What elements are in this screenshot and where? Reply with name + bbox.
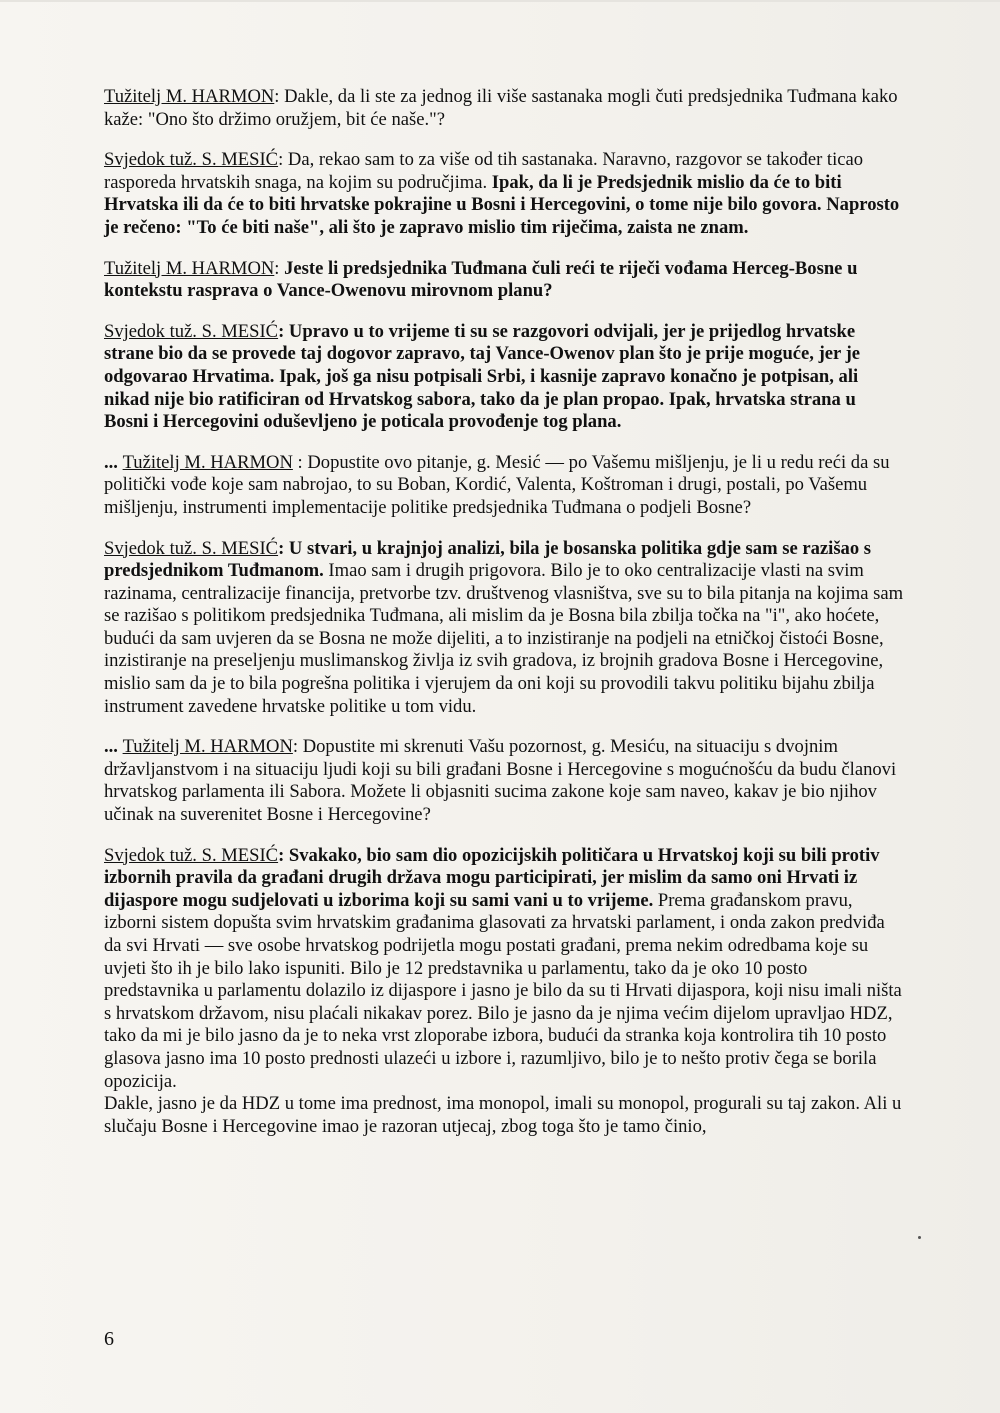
- speaker-label: Tužitelj M. HARMON: [122, 451, 293, 473]
- transcript-paragraph: [104, 321, 904, 434]
- body-text: :: [274, 257, 285, 279]
- ellipsis-prefix: ...: [104, 736, 123, 758]
- transcript-paragraph: [104, 736, 904, 826]
- speaker-label: Svjedok tuž. S. MESIĆ: [104, 320, 279, 342]
- transcript-paragraph: [104, 149, 904, 239]
- transcript-paragraph: [104, 845, 904, 1139]
- speaker-label: Tužitelj M. HARMON: [104, 86, 275, 107]
- body-text: Imao sam i drugih prigovora. Bilo je to oko centralizacije vlasti na svim razinama, centralizacije financija, pretvorbe tzv. društvenog vlasništva, sve su to bila pitanja na kojima sam se razišao s politikom predsjednika Tuđmana, ali mislim da je Bosna bila zbilja točka na "i", ako hoćete, budući da sam uvjeren da se Bosna ne može dijeliti, a to inzistiranje na podjeli na etničkoj čistoći Bosne, inzistiranje na preseljenju muslimanskog življa iz svih gradova, iz brojnih gradova Bosne i Hercegovine, mislio sam da je to bila pogrešna politika i vjerujem da oni koji su provodili takvu politiku bijahu zbilja instrument zavedene hrvatske politike u tom vidu.: [104, 560, 904, 717]
- transcript-paragraph: [104, 258, 904, 303]
- body-text: : Dopustite mi skrenuti Vašu pozornost, g. Mesiću, na situaciju s dvojnim državljanstvom i na situaciju ljudi koji su bili građani Bosne i Hercegovine s mogućnošću da budu članovi hrvatskog parlamenta ili Sabora. Možete li objasniti sucima zakone koje sam naveo, kakav je bio njihov učinak na suverenitet Bosne i Hercegovine?: [104, 736, 897, 826]
- body-text: Dakle, jasno je da HDZ u tome ima prednost, ima monopol, imali su monopol, progurali su taj zakon. Ali u slučaju Bosne i Hercegovine imao je razoran utjecaj, zbog toga što je tamo činio,: [104, 1093, 902, 1137]
- speaker-label: Svjedok tuž. S. MESIĆ: [104, 844, 279, 866]
- speaker-label: Tužitelj M. HARMON: [104, 257, 275, 279]
- bold-text: : Svakako, bio sam dio opozicijskih političara u Hrvatskoj koji su bili protiv izbornih pravila da građani drugih država mogu participirati, jer mislim da samo oni Hrvati iz dijaspore mogu sudjelovati u izborima koji su sami vani u to vrijeme.: [104, 844, 880, 911]
- bold-text: : Upravo u to vrijeme ti su se razgovori odvijali, jer je prijedlog hrvatske strane bio da se provede taj dogovor zapravo, taj Vance-Owenov plan što je prije moguće, jer je odgovarao Hrvatima. Ipak, još ga nisu potpisali Srbi, i kasnije zapravo konačno je potpisan, ali nikad nije bio ratificiran od Hrvatskog sabora, tako da je plan propao. Ipak, hrvatska strana u Bosni i Hercegovini oduševljeno je poticala provođenje tog plana.: [104, 320, 861, 433]
- transcript-paragraph: [104, 86, 904, 131]
- bold-text: : U stvari, u krajnjoj analizi, bila je bosanska politika gdje sam se razišao s predsjednikom Tuđmanom.: [104, 537, 872, 582]
- page-number: 6: [104, 1328, 114, 1350]
- speaker-label: Svjedok tuž. S. MESIĆ: [104, 149, 279, 171]
- ellipsis-prefix: ...: [104, 451, 123, 473]
- body-text: : Da, rekao sam to za više od tih sastanaka. Naravno, razgovor se također ticao rasporeda hrvatskih snaga, na kojim su područjima.: [104, 149, 864, 193]
- transcript-paragraph: [104, 452, 904, 520]
- body-text: Prema građanskom pravu, izborni sistem dopušta svim hrvatskim građanima glasovati za hrvatski parlament, i onda zakon predviđa da svi Hrvati — sve osobe hrvatskog podrijetla mogu postati građani, prema nekim odredbama koje su uvjeti što ih je bilo lako ispuniti. Bilo je 12 predstavnika u parlamentu, tako da je oko 10 posto predstavnika u parlamentu dolazilo iz dijaspore i jasno je bilo da su ti Hrvati dijaspora, koji nisu imali ništa s hrvatskom državom, nisu plaćali nikakav porez. Bilo je jasno da je njima većim dijelom upravljao HDZ, tako da mi je bilo jasno da je to neka vrst zloporabe izbora, budući da stranka koja kontrolira tih 10 posto glasova jasno ima 10 posto prednosti ulazeći u izbore i, razumljivo, bilo je to nešto protiv čega se borila opozicija.: [104, 889, 902, 1092]
- body-text: : Dopustite ovo pitanje, g. Mesić — po Vašemu mišljenju, je li u redu reći da su politički vođe koje sam nabrojao, to su Boban, Kordić, Valenta, Koštroman i drugi, postali, po Vašemu mišljenju, instrumenti implementacije politike predsjednika Tuđmana o podjeli Bosne?: [104, 451, 890, 518]
- speaker-label: Tužitelj M. HARMON: [122, 736, 293, 758]
- bold-text: Jeste li predsjednika Tuđmana čuli reći te riječi vođama Herceg-Bosne u kontekstu rasprava o Vance-Owenovu mirovnom planu?: [104, 257, 858, 302]
- transcript-body: [104, 86, 904, 1156]
- speaker-label: Svjedok tuž. S. MESIĆ: [104, 537, 279, 559]
- bold-text: Ipak, da li je Predsjednik mislio da će to biti Hrvatska ili da će to biti hrvatske pokrajine u Bosni i Hercegovini, o tome nije bilo govora. Naprosto je rečeno: "To će biti naše", ali što je zapravo mislio tim riječima, zaista ne znam.: [104, 171, 900, 238]
- stray-mark: [918, 1236, 921, 1239]
- transcript-paragraph: [104, 538, 904, 719]
- body-text: : Dakle, da li ste za jednog ili više sastanaka mogli čuti predsjednika Tuđmana kako kaže: "Ono što držimo oružjem, bit će naše."?: [104, 86, 898, 130]
- top-edge: [0, 0, 1000, 2]
